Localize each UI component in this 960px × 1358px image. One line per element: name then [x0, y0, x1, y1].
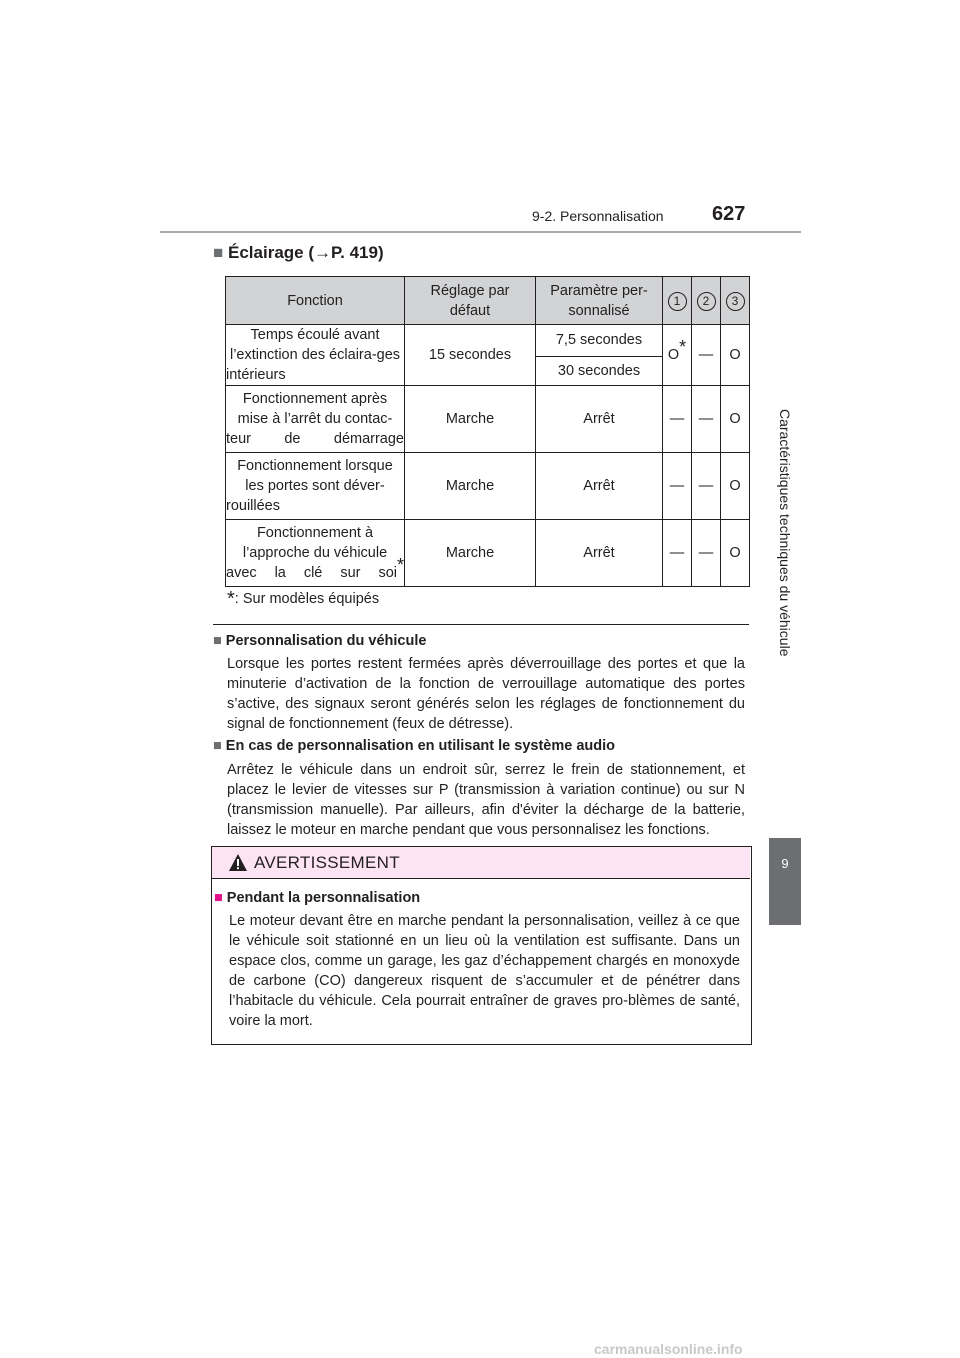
table-row: [226, 325, 750, 357]
cell-c2: —: [692, 386, 721, 453]
table-row: [226, 520, 750, 587]
cell-c2: —: [692, 453, 721, 520]
paragraph-title: Personnalisation du véhicule: [225, 633, 427, 649]
header-col-2: [692, 277, 721, 325]
cell-c3: O: [721, 520, 750, 587]
cell-parametre: 7,5 secondes: [536, 325, 663, 357]
chapter-number: 9: [781, 856, 789, 871]
square-bullet-icon: ■: [214, 890, 223, 906]
warning-item-heading: [214, 890, 420, 906]
footnote-text: : Sur modèles équipés: [234, 591, 380, 607]
header-fonction: Fonction: [226, 277, 405, 325]
cell-c2: —: [692, 520, 721, 587]
cell-c1: —: [663, 453, 692, 520]
square-bullet-icon: ■: [213, 243, 224, 262]
cell-c3: O: [721, 325, 750, 386]
paragraph-heading: [213, 633, 426, 649]
cell-fonction: Fonctionnement à l’approche du véhicule avec la clé sur soi*: [226, 520, 405, 587]
watermark: carmanualsonline.info: [594, 1341, 743, 1357]
cell-c1: O*: [663, 325, 692, 386]
section-divider: [213, 624, 749, 625]
chapter-number-tab: [769, 838, 801, 925]
circled-three-icon: 3: [726, 292, 745, 311]
paragraph-body: Arrêtez le véhicule dans un endroit sûr, serrez le frein de stationnement, et placez le levier de vitesses sur P (transmission à variation continue) ou sur N (transmission manuelle). Par ailleurs, afin d'éviter la décharge de la batterie, laissez le moteur en marche pendant que vous personnalisez les fonctions.: [227, 762, 745, 838]
header-divider: [160, 231, 801, 233]
cell-fonction: Fonctionnement après mise à l’arrêt du contac-teur de démarrage: [226, 386, 405, 453]
cell-parametre: Arrêt: [536, 520, 663, 587]
cell-parametre: Arrêt: [536, 386, 663, 453]
table-row: [226, 453, 750, 520]
paragraph-heading: [213, 738, 615, 754]
section-heading: [213, 243, 384, 263]
cell-c1: —: [663, 386, 692, 453]
cell-parametre: 30 secondes: [536, 356, 663, 385]
cell-defaut: Marche: [405, 520, 536, 587]
header-parametre: Paramètre per-sonnalisé: [536, 277, 663, 325]
square-bullet-icon: ■: [213, 633, 222, 649]
cell-defaut: Marche: [405, 453, 536, 520]
warning-title: AVERTISSEMENT: [254, 853, 400, 872]
cell-c3: O: [721, 386, 750, 453]
cell-fonction: Temps écoulé avant l’extinction des éclaira-ges intérieurs: [226, 325, 405, 386]
table-footnote: [227, 588, 379, 611]
cell-defaut: Marche: [405, 386, 536, 453]
table-row: [226, 386, 750, 453]
warning-triangle-icon: [228, 853, 248, 872]
warning-item-body: Le moteur devant être en marche pendant la personnalisation, veillez à ce que le véhicule soit stationné en un lieu où la ventilation est suffisante. Dans un espace clos, comme un garage, les gaz d’échappement chargés en monoxyde de carbone (CO) dangereux risquent de s’accumuler et de pénétrer dans l’habitacle du véhicule. Cela pourrait entraîner de graves pro-blèmes de santé, voire la mort.: [229, 913, 740, 1029]
header-defaut: Réglage par défaut: [405, 277, 536, 325]
warning-item-title: Pendant la personnalisation: [226, 890, 421, 906]
header-col-3: [721, 277, 750, 325]
cell-c1: —: [663, 520, 692, 587]
section-heading-text: Éclairage (→P. 419): [228, 243, 384, 262]
paragraph-title: En cas de personnalisation en utilisant le système audio: [225, 738, 615, 754]
section-label: 9-2. Personnalisation: [532, 208, 664, 224]
circled-one-icon: 1: [668, 292, 687, 311]
circled-two-icon: 2: [697, 292, 716, 311]
square-bullet-icon: ■: [213, 738, 222, 754]
cell-defaut: 15 secondes: [405, 325, 536, 386]
cell-c3: O: [721, 453, 750, 520]
settings-table: [225, 276, 750, 587]
cell-fonction: Fonctionnement lorsque les portes sont déver-rouillées: [226, 453, 405, 520]
footnote-star: *: [227, 588, 235, 610]
cell-parametre: Arrêt: [536, 453, 663, 520]
footnote-marker: *: [679, 337, 687, 358]
chapter-title: Caractéristiques techniques du véhicule: [777, 408, 793, 657]
paragraph-body: Lorsque les portes restent fermées après déverrouillage des portes et que la minuterie d’activation de la fonction de verrouillage automatique des portes s’active, des signaux seront générés selon les réglages de fonctionnement du signal de fonctionnement (feux de détresse).: [227, 656, 745, 732]
page-number: 627: [712, 203, 746, 225]
table-header-row: [226, 277, 750, 325]
header-col-1: [663, 277, 692, 325]
footnote-marker: *: [396, 555, 404, 576]
cell-c2: —: [692, 325, 721, 386]
